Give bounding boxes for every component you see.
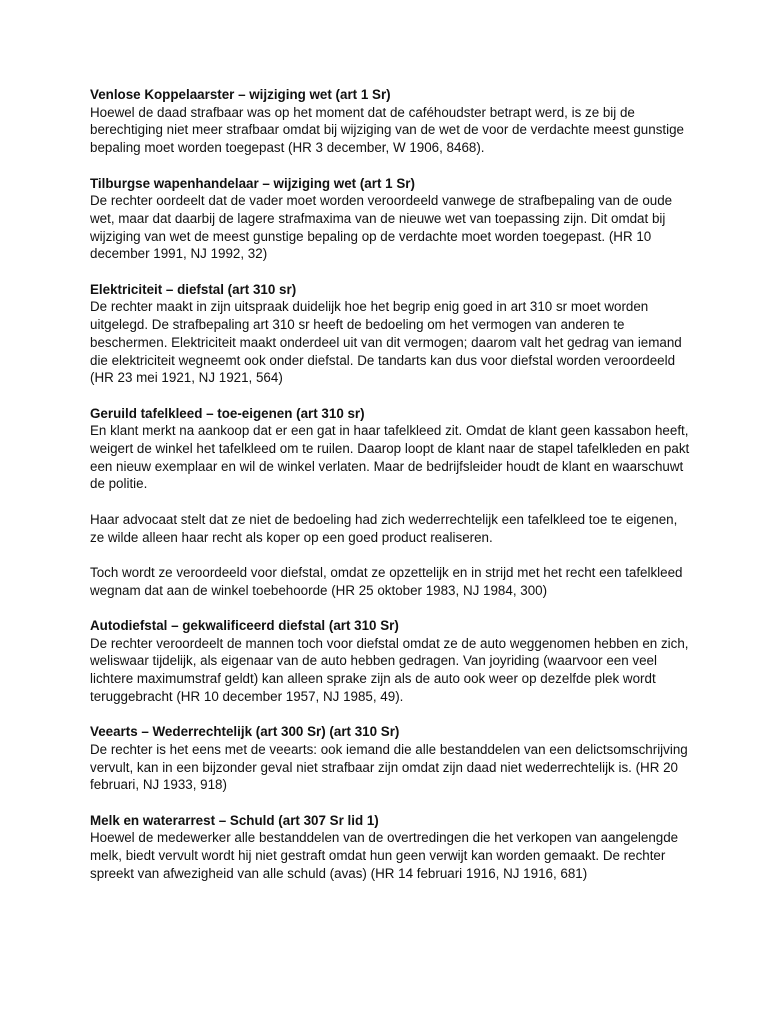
case-title: Melk en waterarrest – Schuld (art 307 Sr lid 1) xyxy=(90,812,379,828)
case-title: Venlose Koppelaarster – wijziging wet (art 1 Sr) xyxy=(90,87,391,102)
case-paragraph: De rechter veroordeelt de mannen toch voor diefstal omdat ze de auto weggenomen hebben en zich, weliswaar tijdelijk, als eigenaar van de auto hebben gedragen. Van joyriding (waarvoor een veel lichtere maximumstraf geldt) kan alleen sprake zijn als de auto ook weer op dezelfde plek wordt teruggebracht (HR 10 december 1957, NJ 1985, 49). xyxy=(90,635,689,704)
case-venlose-koppelaarster xyxy=(90,86,690,157)
case-paragraph: Haar advocaat stelt dat ze niet de bedoeling had zich wederrechtelijk een tafelkleed toe te eigenen, ze wilde alleen haar recht als koper op een goed product realiseren. xyxy=(90,511,678,545)
case-paragraph: Hoewel de medewerker alle bestanddelen van de overtredingen die het verkopen van aangelengde melk, biedt vervult wordt hij niet gestraft omdat hun geen verwijt kan worden gemaakt. De rechter spreekt van afwezigheid van alle schuld (avas) (HR 14 februari 1916, NJ 1916, 681) xyxy=(90,830,679,881)
document-page xyxy=(90,86,690,900)
case-paragraph: Hoewel de daad strafbaar was op het moment dat de caféhoudster betrapt werd, is ze bij de berechtiging niet meer strafbaar omdat bij wijziging van de wet de voor de verdachte meest gunstige bepaling moet worden toegepast (HR 3 december, W 1906, 8468). xyxy=(90,104,684,156)
case-title: Veearts – Wederrechtelijk (art 300 Sr) (art 310 Sr) xyxy=(90,724,400,740)
case-geruild-tafelkleed xyxy=(90,405,690,600)
case-title: Geruild tafelkleed – toe-eigenen (art 310 sr) xyxy=(90,405,365,421)
case-autodiefstal xyxy=(90,617,690,706)
case-title: Elektriciteit – diefstal (art 310 sr) xyxy=(90,281,297,297)
case-paragraph: De rechter maakt in zijn uitspraak duidelijk hoe het begrip enig goed in art 310 sr moet worden uitgelegd. De strafbepaling art 310 sr heeft de bedoeling om het vermogen van anderen te beschermen. Elektriciteit maakt onderdeel uit van dit vermogen; daarom valt het gedrag van iemand die elektriciteit wegneemt ook onder diefstal. De tandarts kan dus voor diefstal worden veroordeeld (HR 23 mei 1921, NJ 1921, 564) xyxy=(90,299,682,386)
case-elektriciteit xyxy=(90,281,690,387)
case-title: Autodiefstal – gekwalificeerd diefstal (art 310 Sr) xyxy=(90,618,399,633)
case-paragraph: De rechter is het eens met de veearts: ook iemand die alle bestanddelen van een delictsomschrijving vervult, kan in een bijzonder geval niet strafbaar zijn omdat zijn daad niet wederrechtelijk is. (HR 20 februari, NJ 1933, 918) xyxy=(90,741,688,793)
case-paragraph: En klant merkt na aankoop dat er een gat in haar tafelkleed zit. Omdat de klant geen kassabon heeft, weigert de winkel het tafelkleed om te ruilen. Daarop loopt de klant naar de stapel tafelkleden en pakt een nieuw exemplaar en wil de winkel verlaten. Maar de bedrijfsleider houdt de klant en waarschuwt de politie. xyxy=(90,423,690,492)
case-paragraph: De rechter oordeelt dat de vader moet worden veroordeeld vanwege de strafbepaling van de oude wet, maar dat daarbij de lagere strafmaxima van de nieuwe wet van toepassing zijn. Dit omdat bij wijziging van wet de meest gunstige bepaling op de verdachte moet worden toegepast. (HR 10 december 1991, NJ 1992, 32) xyxy=(90,193,673,262)
case-title: Tilburgse wapenhandelaar – wijziging wet (art 1 Sr) xyxy=(90,175,415,191)
case-melk-en-waterarrest xyxy=(90,812,690,883)
case-veearts xyxy=(90,723,690,794)
case-tilburgse-wapenhandelaar xyxy=(90,175,690,264)
case-paragraph: Toch wordt ze veroordeeld voor diefstal, omdat ze opzettelijk en in strijd met het recht een tafelkleed wegnam dat aan de winkel toebehoorde (HR 25 oktober 1983, NJ 1984, 300) xyxy=(90,564,683,598)
